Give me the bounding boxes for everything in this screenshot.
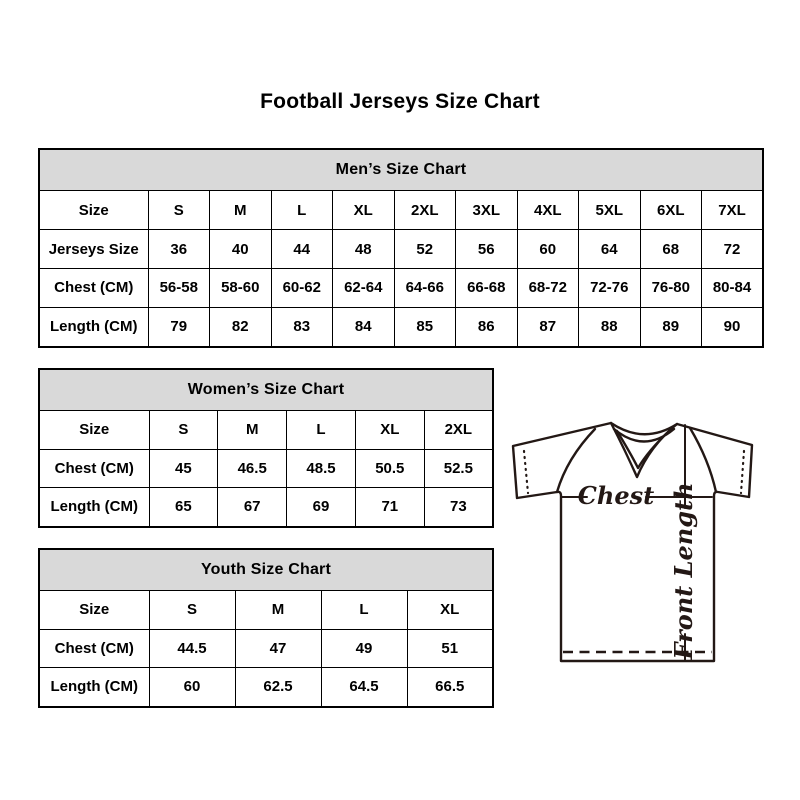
jersey-diagram [497, 390, 782, 690]
column-header: 6XL [640, 191, 702, 230]
table-cell: 60 [149, 667, 235, 707]
table-cell: 66-68 [456, 268, 518, 307]
jersey-illustration-icon [497, 390, 782, 690]
table-cell: 58-60 [210, 268, 272, 307]
youth-table-title-row [39, 549, 493, 591]
youth-table-title: Youth Size Chart [39, 549, 493, 591]
column-header: XL [407, 591, 493, 629]
table-cell: 64 [579, 230, 641, 269]
table-cell: 60-62 [271, 268, 333, 307]
table-cell: 82 [210, 307, 272, 347]
column-header: Size [39, 191, 148, 230]
row-header: Length (CM) [39, 307, 148, 347]
table-cell: 67 [218, 487, 287, 527]
table-cell: 44.5 [149, 629, 235, 667]
mens-table-title: Men’s Size Chart [39, 149, 763, 191]
table-cell: 49 [321, 629, 407, 667]
table-cell: 83 [271, 307, 333, 347]
column-header: S [148, 191, 210, 230]
table-cell: 50.5 [355, 449, 424, 487]
table-cell: 40 [210, 230, 272, 269]
column-header: L [321, 591, 407, 629]
youth-table-row [39, 591, 493, 629]
row-header: Chest (CM) [39, 629, 149, 667]
column-header: 3XL [456, 191, 518, 230]
page-title: Football Jerseys Size Chart [260, 90, 540, 113]
table-cell: 46.5 [218, 449, 287, 487]
column-header: 2XL [394, 191, 456, 230]
chest-measure-label: Chest [577, 481, 655, 510]
mens-size-table [38, 148, 764, 348]
table-cell: 87 [517, 307, 579, 347]
column-header: XL [355, 411, 424, 449]
column-header: Size [39, 411, 149, 449]
womens-table-row [39, 411, 493, 449]
mens-table-title-row [39, 149, 763, 191]
table-cell: 68 [640, 230, 702, 269]
column-header: 4XL [517, 191, 579, 230]
column-header: M [218, 411, 287, 449]
table-cell: 56 [456, 230, 518, 269]
table-cell: 86 [456, 307, 518, 347]
column-header: 5XL [579, 191, 641, 230]
youth-size-table [38, 548, 494, 708]
table-cell: 68-72 [517, 268, 579, 307]
womens-table-row [39, 487, 493, 527]
row-header: Chest (CM) [39, 449, 149, 487]
column-header: L [287, 411, 356, 449]
row-header: Jerseys Size [39, 230, 148, 269]
table-cell: 69 [287, 487, 356, 527]
column-header: XL [333, 191, 395, 230]
table-cell: 47 [235, 629, 321, 667]
womens-size-table [38, 368, 494, 528]
column-header: S [149, 411, 218, 449]
womens-table-row [39, 449, 493, 487]
table-cell: 71 [355, 487, 424, 527]
table-cell: 88 [579, 307, 641, 347]
column-header: M [210, 191, 272, 230]
table-cell: 76-80 [640, 268, 702, 307]
table-cell: 36 [148, 230, 210, 269]
mens-table-row [39, 268, 763, 307]
table-cell: 62-64 [333, 268, 395, 307]
womens-table-title: Women’s Size Chart [39, 369, 493, 411]
row-header: Length (CM) [39, 487, 149, 527]
table-cell: 52 [394, 230, 456, 269]
table-cell: 73 [424, 487, 493, 527]
column-header: S [149, 591, 235, 629]
table-cell: 72 [702, 230, 764, 269]
table-cell: 48.5 [287, 449, 356, 487]
table-cell: 72-76 [579, 268, 641, 307]
mens-table-row [39, 191, 763, 230]
mens-table-row [39, 230, 763, 269]
column-header: L [271, 191, 333, 230]
table-cell: 66.5 [407, 667, 493, 707]
table-cell: 48 [333, 230, 395, 269]
column-header: Size [39, 591, 149, 629]
table-cell: 51 [407, 629, 493, 667]
womens-table-title-row [39, 369, 493, 411]
table-cell: 64.5 [321, 667, 407, 707]
front-length-measure-label: Front Length [669, 482, 698, 660]
column-header: 2XL [424, 411, 493, 449]
table-cell: 65 [149, 487, 218, 527]
mens-table-row [39, 307, 763, 347]
table-cell: 62.5 [235, 667, 321, 707]
table-cell: 64-66 [394, 268, 456, 307]
table-cell: 52.5 [424, 449, 493, 487]
row-header: Length (CM) [39, 667, 149, 707]
youth-table-row [39, 629, 493, 667]
table-cell: 45 [149, 449, 218, 487]
table-cell: 80-84 [702, 268, 764, 307]
table-cell: 85 [394, 307, 456, 347]
column-header: M [235, 591, 321, 629]
table-cell: 60 [517, 230, 579, 269]
column-header: 7XL [702, 191, 764, 230]
youth-table-row [39, 667, 493, 707]
table-cell: 56-58 [148, 268, 210, 307]
table-cell: 44 [271, 230, 333, 269]
table-cell: 89 [640, 307, 702, 347]
row-header: Chest (CM) [39, 268, 148, 307]
table-cell: 90 [702, 307, 764, 347]
table-cell: 79 [148, 307, 210, 347]
table-cell: 84 [333, 307, 395, 347]
